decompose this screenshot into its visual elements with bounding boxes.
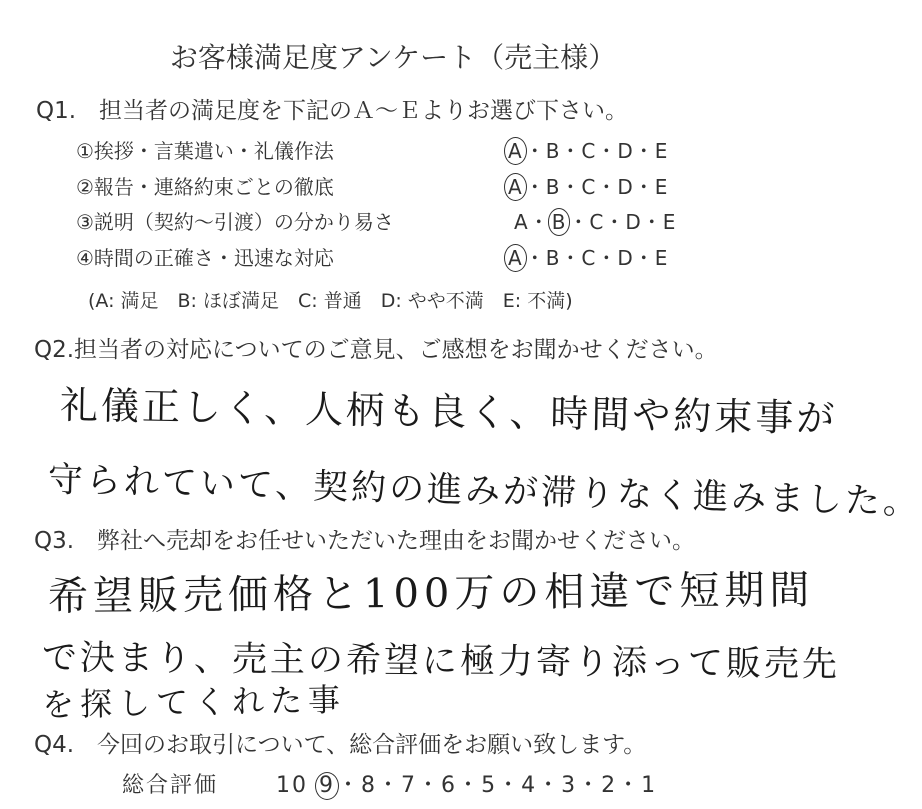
selected-option-circle[interactable]: A — [504, 244, 527, 272]
selected-option-circle[interactable]: A — [504, 137, 527, 165]
selected-option-circle[interactable]: B — [548, 208, 571, 236]
selected-score-circle[interactable]: 9 — [315, 772, 339, 800]
q1-rating-4[interactable]: A ・B・C・D・E — [506, 242, 668, 271]
q2-answer-line-1: 礼儀正しく、人柄も良く、時間や約束事が — [59, 383, 838, 441]
q3-answer-line-2: で決まり、売主の希望に極力寄り添って販売先 — [41, 638, 841, 685]
q1-item-4: ④時間の正確さ・迅速な対応 — [76, 246, 334, 270]
q3-answer-line-3: を探してくれた事 — [41, 680, 347, 724]
q1-question: Q1. 担当者の満足度を下記のＡ～Ｅよりお選び下さい。 — [36, 98, 629, 124]
q4-label: 総合評価 — [122, 773, 219, 798]
q4-question: Q4. 今回のお取引について、総合評価をお願い致します。 — [34, 732, 647, 758]
q1-item-2: ②報告・連絡約束ごとの徹底 — [76, 175, 334, 199]
q3-question: Q3. 弊社へ売却をお任せいただいた理由をお聞かせください。 — [34, 528, 696, 554]
q1-legend: (A: 満足 B: ほぼ満足 C: 普通 D: やや不満 E: 不満) — [88, 290, 573, 312]
q1-item-3: ③説明（契約～引渡）の分かり易さ — [76, 210, 394, 234]
q1-rating-3[interactable]: A・ B ・C・D・E — [514, 210, 677, 234]
q1-item-1: ①挨拶・言葉遣い・礼儀作法 — [76, 139, 334, 163]
q4-scale[interactable]: 10 9・8・7・6・5・4・3・2・1 — [276, 773, 658, 798]
page-title: お客様満足度アンケート（売主様） — [169, 41, 617, 74]
q1-rating-1[interactable]: A ・B・C・D・E — [506, 135, 668, 164]
q3-answer-line-1: 希望販売価格と100万の相違で短期間 — [47, 567, 815, 620]
q2-question: Q2.担当者の対応についてのご意見、ご感想をお聞かせください。 — [34, 337, 718, 363]
q1-rating-2[interactable]: A ・B・C・D・E — [506, 171, 668, 200]
selected-option-circle[interactable]: A — [504, 173, 527, 201]
q2-answer-line-2: 守られていて、契約の進みが滞りなく進みました。 — [47, 460, 922, 523]
